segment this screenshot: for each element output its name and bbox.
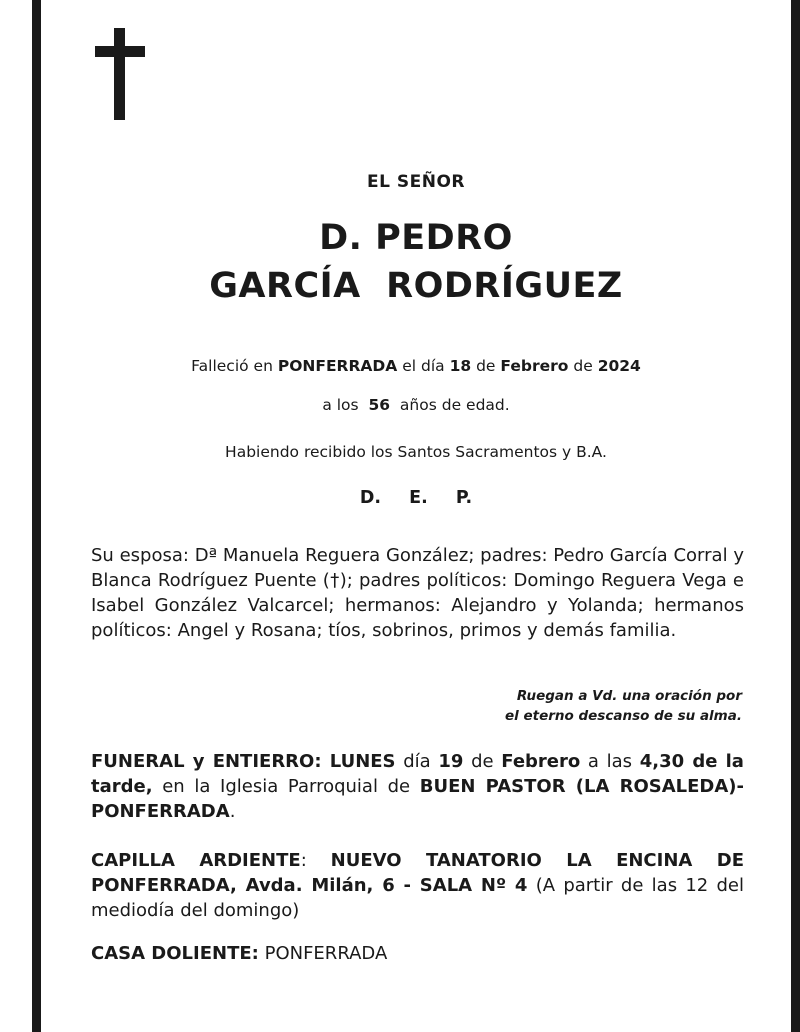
dep-abbreviation: D. E. P. <box>359 488 473 508</box>
prayer-request: Ruegan a Vd. una oración por el eterno descanso de su alma. <box>505 688 742 724</box>
funeral-info: FUNERAL y ENTIERRO: LUNES día 19 de Febrero a las 4,30 de la tarde, en la Iglesia Parroquial de BUEN PASTOR (LA ROSALEDA)-PONFERRADA. <box>91 751 744 822</box>
title-el-senor: EL SEÑOR <box>367 172 465 192</box>
age-info: a los 56 años de edad. <box>322 396 510 414</box>
name-line-1: D. PEDRO <box>319 218 513 258</box>
death-day: 18 <box>449 357 472 375</box>
tanatorio-name: NUEVO TANATORIO LA ENCINA DE PONFERRADA, Avda. Milán, 6 - SALA Nº 4 <box>91 850 744 896</box>
cross-icon <box>95 28 145 120</box>
capilla-ardiente-info: CAPILLA ARDIENTE: NUEVO TANATORIO LA ENCINA DE PONFERRADA, Avda. Milán, 6 - SALA Nº 4 (A partir de las 12 del mediodía del domingo) <box>91 850 745 921</box>
death-place: PONFERRADA <box>277 357 398 375</box>
age-value: 56 <box>368 396 391 414</box>
deceased-name <box>41 214 791 310</box>
sacraments-line: Habiendo recibido los Santos Sacramentos y B.A. <box>225 443 607 461</box>
death-month: Febrero <box>500 357 569 375</box>
name-line-2: GARCÍA RODRÍGUEZ <box>209 266 623 306</box>
death-year: 2024 <box>597 357 641 375</box>
death-info: Falleció en PONFERRADA el día 18 de Febrero de 2024 <box>191 357 641 375</box>
family-paragraph: Su esposa: Dª Manuela Reguera González; padres: Pedro García Corral y Blanca Rodríguez Puente (†); padres políticos: Domingo Reguera Vega e Isabel González Valcarcel; hermanos: Alejandro y Yolanda; hermanos políticos: Angel y Rosana; tíos, sobrinos, primos y demás familia. <box>91 545 744 641</box>
church-name: BUEN PASTOR (LA ROSALEDA)-PONFERRADA <box>91 776 744 822</box>
right-black-border <box>791 0 800 1032</box>
left-black-border <box>32 0 41 1032</box>
casa-doliente-info: CASA DOLIENTE: PONFERRADA <box>91 943 388 964</box>
